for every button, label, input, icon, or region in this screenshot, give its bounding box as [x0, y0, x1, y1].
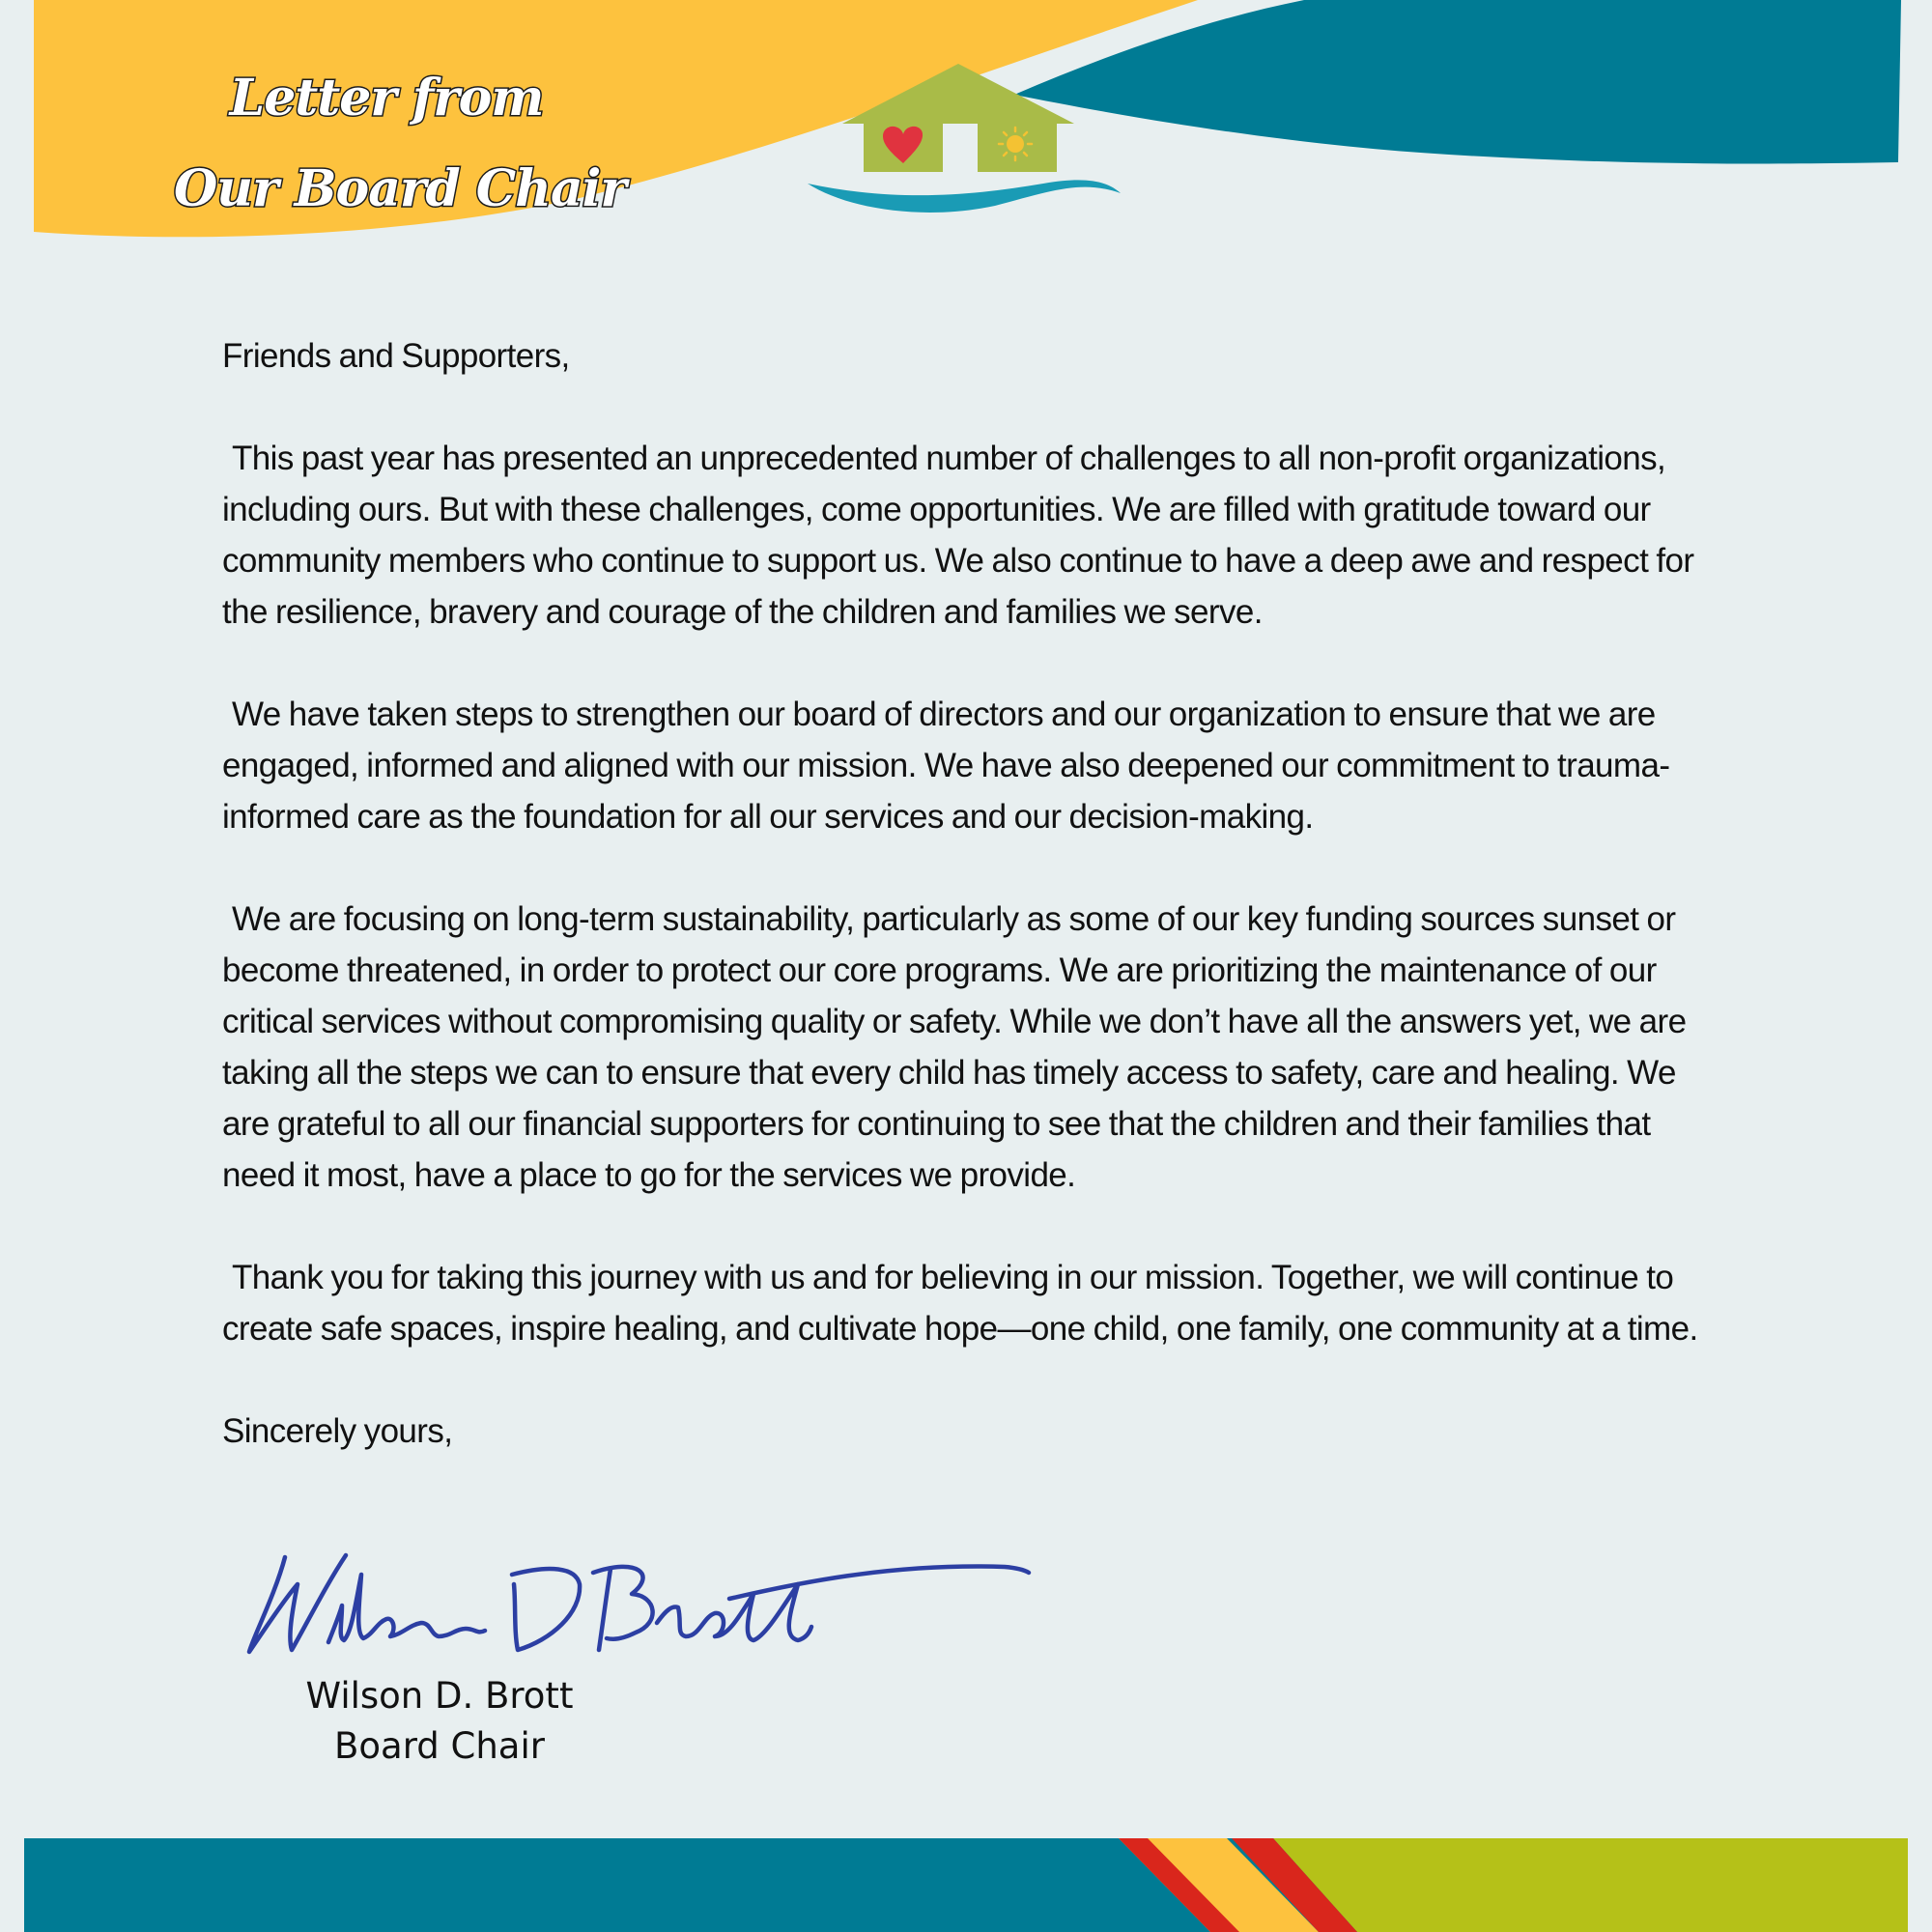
header-teal-swoosh: [1014, 0, 1901, 164]
letter-paragraph: We have taken steps to strengthen our board of directors and our organization to ensure that we are engaged, informed and aligned with our mission. We have also deepened our commitment to trauma-informed care as the foundation for all our services and our decision-making.: [222, 696, 1670, 836]
signer-role: Board Chair: [334, 1725, 545, 1767]
letter-paragraph: This past year has presented an unprecedented number of challenges to all non-profit organizations, including ours. But with these challenges, come opportunities. We are filled with gratitude toward our community members who continue to support us. We also continue to have a deep awe and respect for the resilience, bravery and courage of the children and families we serve.: [222, 440, 1694, 631]
letter-paragraph: Thank you for taking this journey with us and for believing in our mission. Together, we will continue to create safe spaces, inspire healing, and cultivate hope—one child, one family, one community at a time.: [222, 1259, 1698, 1348]
signer-block: [290, 1671, 589, 1772]
handwritten-signature: [232, 1546, 1034, 1671]
letter-paragraph: We are focusing on long-term sustainability, particularly as some of our key funding sources sunset or become threatened, in order to protect our core programs. We are prioritizing the maintenance of our critical services without compromising quality or safety. While we don’t have all the answers yet, we are taking all the steps we can to ensure that every child has timely access to safety, care and healing. We are grateful to all our financial supporters for continuing to see that the children and their families that need it most, have a place to go for the services we provide.: [222, 900, 1687, 1194]
page-title-line2: Our Board Chair: [174, 159, 626, 218]
signer-name: Wilson D. Brott: [305, 1675, 574, 1717]
page-title: [174, 53, 626, 235]
letter-body: [222, 330, 1729, 1457]
footer-band: [24, 1838, 1908, 1932]
logo-wave: [808, 180, 1121, 213]
page-title-line1: Letter from: [229, 69, 544, 128]
letter-closing: Sincerely yours,: [222, 1412, 453, 1450]
letter-greeting: Friends and Supporters,: [222, 337, 570, 375]
sun-icon: [999, 128, 1032, 160]
